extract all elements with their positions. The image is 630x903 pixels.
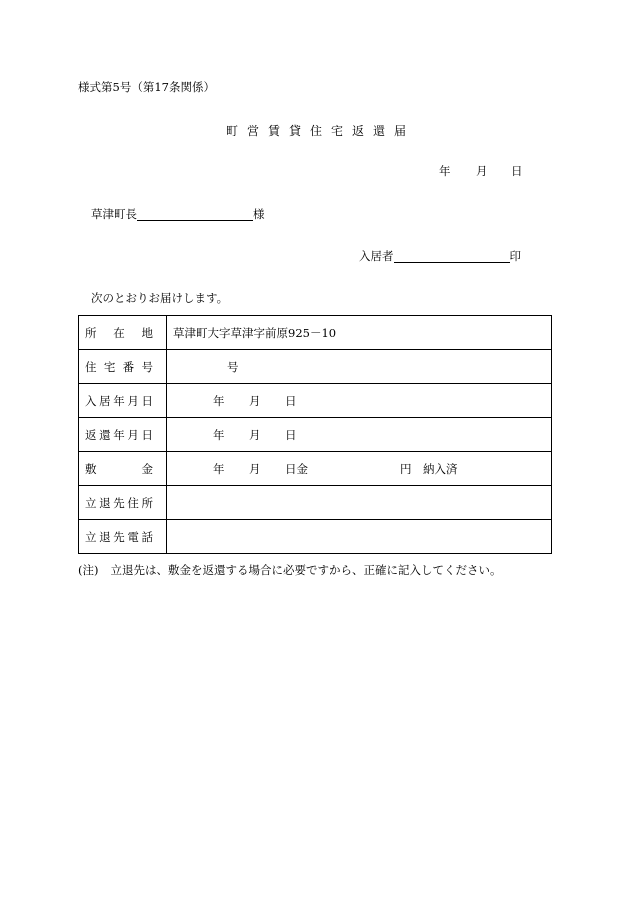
note-text: 立退先は、敷金を返還する場合に必要ですから、正確に記入してください。	[110, 563, 502, 577]
return-date-value[interactable]: 年 月 日	[167, 418, 552, 452]
date-month: 月	[476, 164, 488, 178]
form-number: 様式第5号（第17条関係）	[78, 80, 215, 94]
table-row-house-number	[79, 350, 552, 384]
row-label: 敷 金	[79, 452, 167, 486]
table-row-location	[79, 316, 552, 350]
row-label: 返還年月日	[79, 418, 167, 452]
row-label: 所 在 地	[79, 316, 167, 350]
location-value[interactable]: 草津町大字草津字前原925－10	[167, 316, 552, 350]
table-row-forwarding-address	[79, 486, 552, 520]
addressee-name-field[interactable]	[137, 208, 253, 221]
note	[78, 563, 501, 577]
addressee-name: 草津町長	[91, 207, 137, 221]
row-label: 入居年月日	[79, 384, 167, 418]
return-form-table	[78, 315, 552, 554]
applicant-name-field[interactable]	[394, 250, 510, 263]
applicant-label: 入居者	[359, 249, 394, 263]
seal-mark: 印	[509, 249, 521, 263]
house-number-value[interactable]: 号	[167, 350, 552, 384]
applicant	[359, 249, 521, 263]
table-row-return-date	[79, 418, 552, 452]
addressee	[91, 207, 265, 221]
addressee-suffix: 様	[253, 207, 265, 221]
table-row-move-in-date	[79, 384, 552, 418]
page-title: 町営賃貸住宅返還届	[226, 124, 416, 138]
table-row-forwarding-phone	[79, 520, 552, 554]
deposit-value[interactable]: 年 月 日金 円 納入済	[167, 452, 552, 486]
row-label: 住宅番号	[79, 350, 167, 384]
intro-text: 次のとおりお届けします。	[91, 291, 229, 305]
table-row-deposit	[79, 452, 552, 486]
row-label: 立退先住所	[79, 486, 167, 520]
forwarding-phone-value[interactable]	[167, 520, 552, 554]
forwarding-address-value[interactable]	[167, 486, 552, 520]
move-in-date-value[interactable]: 年 月 日	[167, 384, 552, 418]
row-label: 立退先電話	[79, 520, 167, 554]
date-day: 日	[511, 164, 523, 178]
date-year: 年	[439, 164, 451, 178]
note-mark: (注)	[78, 563, 99, 577]
